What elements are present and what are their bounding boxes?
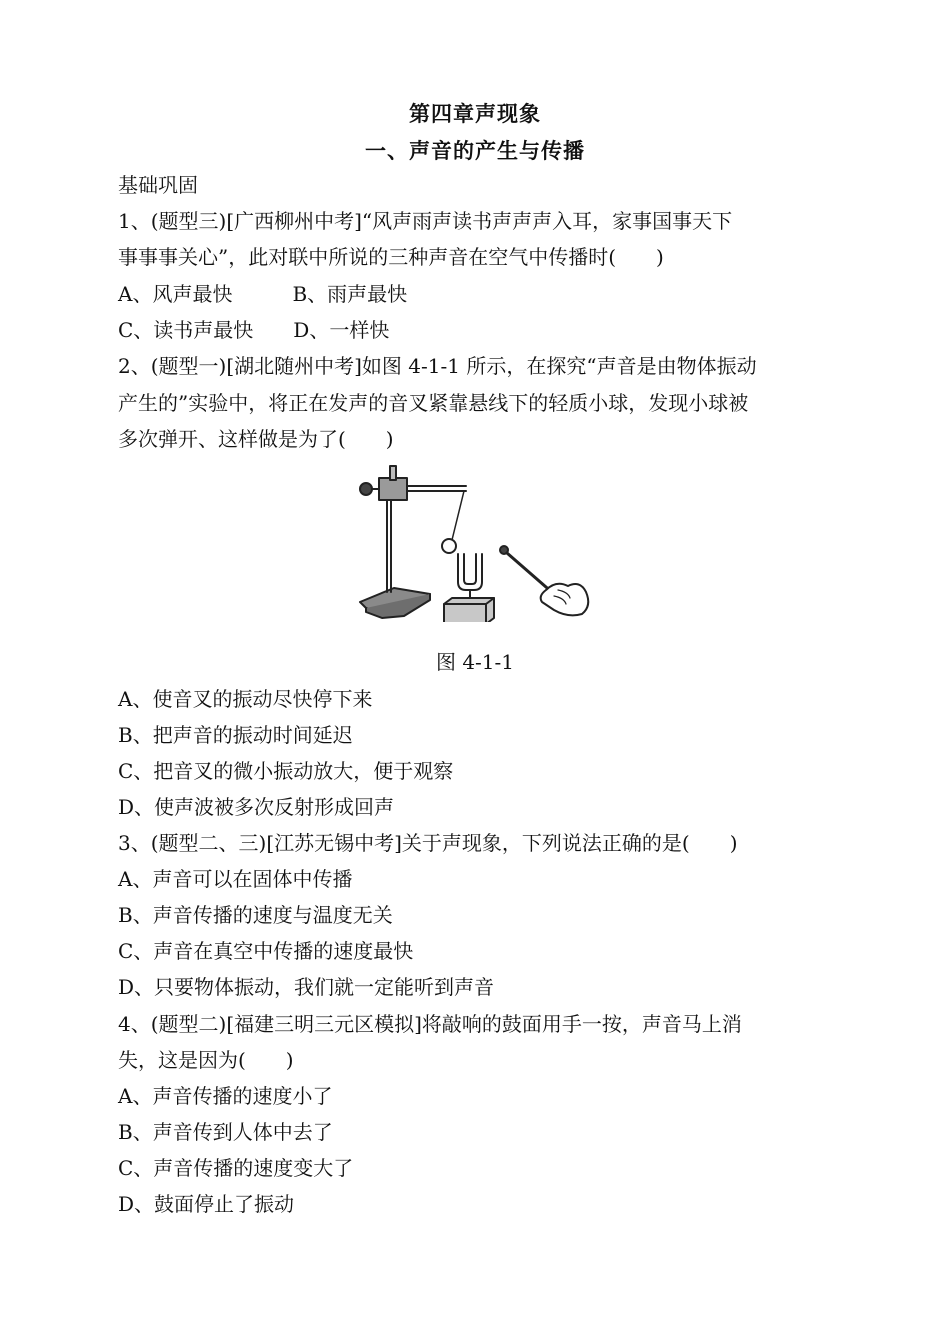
q1-stem-line1: 1、(题型三)[广西柳州中考]“风声雨声读书声声声入耳，家事国事天下 bbox=[118, 209, 733, 233]
q2-stem-line3: 多次弹开、这样做是为了( ) bbox=[118, 427, 394, 451]
q3-option-b: B、声音传播的速度与温度无关 bbox=[118, 903, 393, 927]
q3-option-d: D、只要物体振动，我们就一定能听到声音 bbox=[118, 975, 495, 999]
q2-stem-line1: 2、(题型一)[湖北随州中考]如图 4-1-1 所示，在探究“声音是由物体振动 bbox=[118, 354, 757, 378]
q2-option-b: B、把声音的振动时间延迟 bbox=[118, 723, 353, 747]
q4-stem-line2: 失，这是因为( ) bbox=[118, 1048, 294, 1072]
section-label: 基础巩固 bbox=[118, 173, 198, 197]
q1-options-row1: A、风声最快 B、雨声最快 bbox=[118, 282, 408, 306]
tuning-fork-figure bbox=[354, 462, 594, 622]
pendulum-thread bbox=[452, 491, 464, 540]
q4-option-a: A、声音传播的速度小了 bbox=[118, 1084, 333, 1108]
figure-caption: 图 4-1-1 bbox=[435, 650, 515, 674]
q4-option-b: B、声音传到人体中去了 bbox=[118, 1120, 333, 1144]
q3-option-c: C、声音在真空中传播的速度最快 bbox=[118, 939, 414, 963]
q2-option-a: A、使音叉的振动尽快停下来 bbox=[118, 687, 373, 711]
clamp-block bbox=[379, 478, 407, 500]
clamp-knob bbox=[360, 483, 372, 495]
chapter-title: 第四章声现象 bbox=[409, 102, 541, 126]
q3-option-a: A、声音可以在固体中传播 bbox=[118, 867, 353, 891]
q2-stem-line2: 产生的”实验中，将正在发声的音叉紧靠悬线下的轻质小球，发现小球被 bbox=[118, 391, 749, 415]
q2-option-d: D、使声波被多次反射形成回声 bbox=[118, 795, 395, 819]
q3-stem-line1: 3、(题型二、三)[江苏无锡中考]关于声现象，下列说法正确的是( ) bbox=[118, 831, 738, 855]
section-title: 一、声音的产生与传播 bbox=[365, 139, 585, 163]
q2-option-c: C、把音叉的微小振动放大，便于观察 bbox=[118, 759, 454, 783]
q1-stem-line2: 事事事关心”，此对联中所说的三种声音在空气中传播时( ) bbox=[118, 245, 664, 269]
pendulum-ball bbox=[442, 539, 456, 553]
q4-stem-line1: 4、(题型二)[福建三明三元区模拟]将敲响的鼓面用手一按，声音马上消 bbox=[118, 1012, 742, 1036]
q1-options-row2: C、读书声最快 D、一样快 bbox=[118, 318, 390, 342]
q4-option-d: D、鼓面停止了振动 bbox=[118, 1192, 295, 1216]
hand bbox=[541, 584, 589, 616]
q4-option-c: C、声音传播的速度变大了 bbox=[118, 1156, 354, 1180]
